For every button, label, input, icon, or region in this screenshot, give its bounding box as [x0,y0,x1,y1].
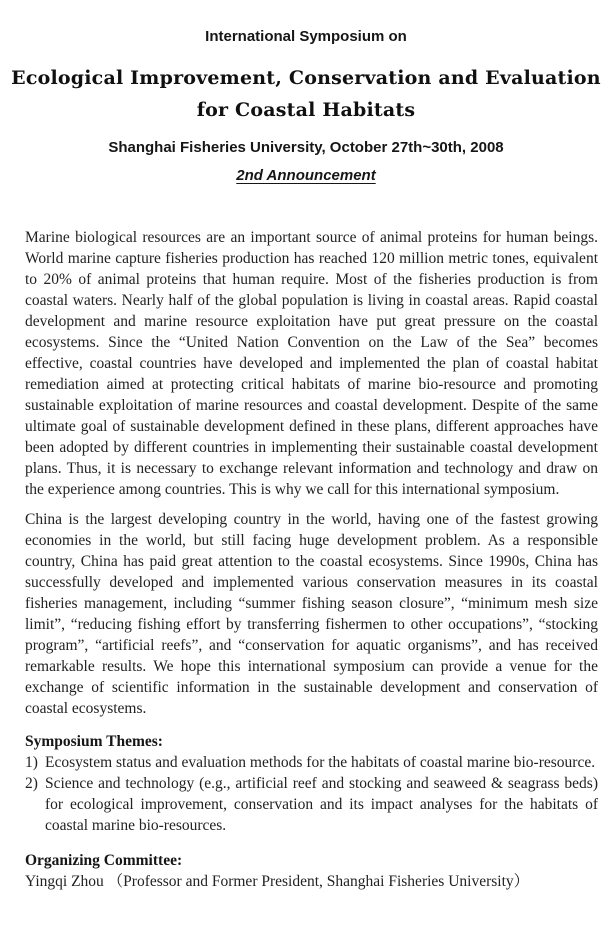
symposium-themes-heading: Symposium Themes: [25,733,163,750]
symposium-title-line2: for Coastal Habitats [196,99,416,121]
organizing-committee-heading: Organizing Committee: [25,852,183,869]
theme-item-1-marker: 1) [25,754,38,771]
committee-member-yingqi-zhou: Yingqi Zhou （Professor and Former President, Shanghai Fisheries University） [25,873,530,890]
theme-item-2-marker: 2) [25,775,38,792]
theme-item-2 [25,773,598,836]
china-paragraph: China is the largest developing country in the world, having one of the fastest growing economies in the world, but still facing huge development problem. As a responsible country, China has paid great attention to the coastal ecosystems. Since 1990s, China has successfully developed and implemented various conservation measures in its coastal fisheries management, including “summer fishing season closure”, “minimum mesh size limit”, “reducing fishing effort by transferring fishermen to other occupations”, “stocking program”, “artificial reefs”, and “conservation for aquatic organisms”, and has received remarkable results. We hope this international symposium can provide a venue for the exchange of scientific information in the sustainable development and conservation of coastal ecosystems. [25,511,598,717]
theme-item-2-text: Science and technology (e.g., artificial reef and stocking and seaweed & seagrass beds) for ecological improvement, conservation and its impact analyses for the habitats of coastal marine bio-resources. [45,775,598,834]
announcement-row [0,167,612,185]
document-body [0,227,612,892]
symposium-title [0,62,612,126]
intro-paragraph: Marine biological resources are an important source of animal proteins for human beings. World marine capture fisheries production has reached 120 million metric tones, equivalent to 20% of animal proteins that human require. Most of the fisheries production is from coastal waters. Nearly half of the global population is living in coastal areas. Rapid coastal development and marine resource exploitation have put great pressure on the coastal ecosystems. Since the “United Nation Convention on the Law of the Sea” becomes effective, coastal countries have developed and implemented the plan of coastal habitat remediation aimed at protecting critical habitats of marine bio-resource and promoting sustainable exploitation of marine resources and coastal development. Despite of the same ultimate goal of sustainable development defined in these plans, different approaches have been adopted by different countries in implementing their sustainable coastal development plans. Thus, it is necessary to exchange relevant information and technology and draw on the experience among countries. This is why we call for this international symposium. [25,229,598,498]
symposium-themes-list [25,752,598,836]
symposium-title-line1: Ecological Improvement, Conservation and Evaluation [11,67,601,89]
symposium-supertitle: International Symposium on [205,28,407,45]
theme-item-1-text: Ecosystem status and evaluation methods for the habitats of coastal marine bio-resource. [45,754,596,771]
venue-date-line: Shanghai Fisheries University, October 27th~30th, 2008 [108,139,504,156]
theme-item-1 [25,752,598,773]
document-header [0,28,612,185]
announcement-label: 2nd Announcement [236,167,376,184]
